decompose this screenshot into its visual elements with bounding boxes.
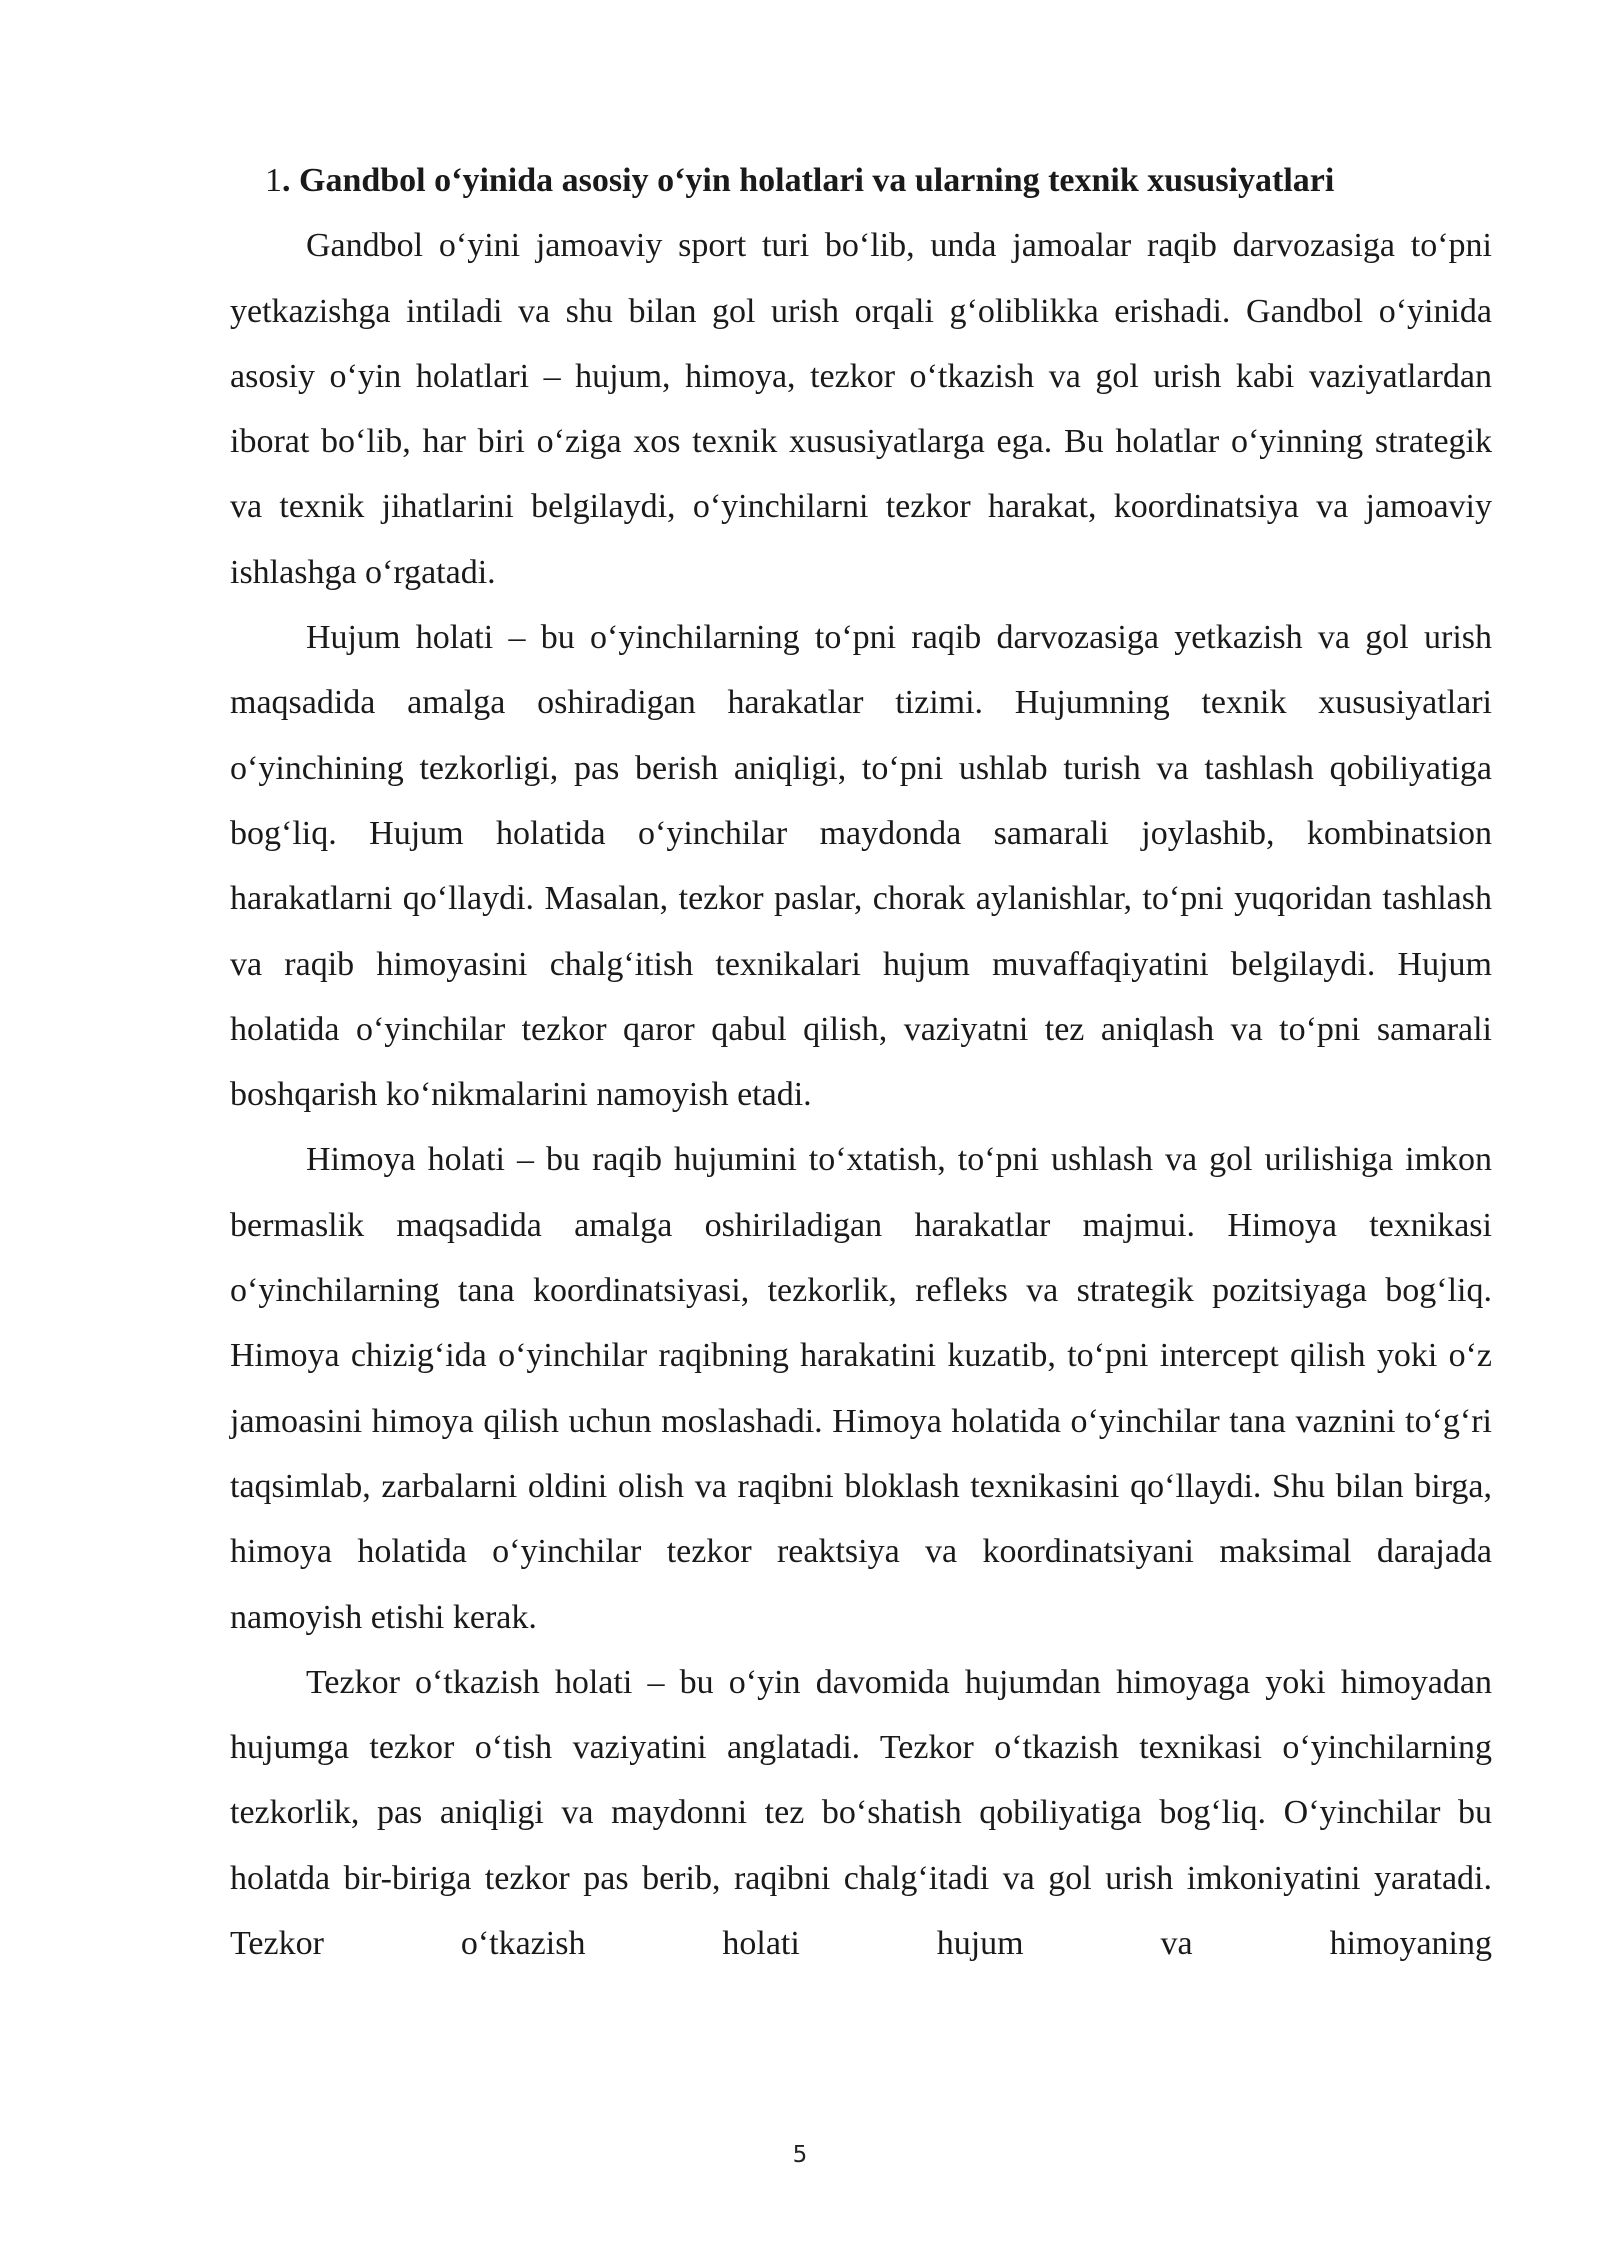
paragraph-transition: Tezkor oʻtkazish holati – bu oʻyin davomida hujumdan himoyaga yoki himoyadan hujumga tezkor oʻtish vaziyatini anglatadi. Tezkor oʻtkazish texnikasi oʻyinchilarning tezkorlik, pas aniqligi va maydonni tez boʻshatish qobiliyatiga bogʻliq. Oʻyinchilar bu holatda bir-biriga tezkor pas berib, raqibni chalgʻitadi va gol urish imkoniyatini yaratadi. Tezkor oʻtkazish holati hujum va himoyaning xyxy=(230,1663,1492,1963)
paragraph-intro: Gandbol oʻyini jamoaviy sport turi boʻlib, unda jamoalar raqib darvozasiga toʻpni yetkazishga intiladi va shu bilan gol urish orqali gʻoliblikka erishadi. Gandbol oʻyinida asosiy oʻyin holatlari – hujum, himoya, tezkor oʻtkazish va gol urish kabi vaziyatlardan iborat boʻlib, har biri oʻziga xos texnik xususiyatlarga ega. Bu holatlar oʻyinning strategik va texnik jihatlarini belgilaydi, oʻyinchilarni tezkor harakat, koordinatsiya va jamoaviy ishlashga oʻrgatadi. xyxy=(230,227,1492,591)
document-body xyxy=(230,148,1492,1976)
section-number: 1 xyxy=(265,162,282,199)
section-title: . Gandbol oʻyinida asosiy oʻyin holatlari va ularning texnik xususiyatlari xyxy=(282,162,1335,199)
paragraph-attack: Hujum holati – bu oʻyinchilarning toʻpni raqib darvozasiga yetkazish va gol urish maqsadida amalga oshiradigan harakatlar tizimi. Hujumning texnik xususiyatlari oʻyinchining tezkorligi, pas berish aniqligi, toʻpni ushlab turish va tashlash qobiliyatiga bogʻliq. Hujum holatida oʻyinchilar maydonda samarali joylashib, kombinatsion harakatlarni qoʻllaydi. Masalan, tezkor paslar, chorak aylanishlar, toʻpni yuqoridan tashlash va raqib himoyasini chalgʻitish texnikalari hujum muvaffaqiyatini belgilaydi. Hujum holatida oʻyinchilar tezkor qaror qabul qilish, vaziyatni tez aniqlash va toʻpni samarali boshqarish koʻnikmalarini namoyish etadi. xyxy=(230,619,1492,1114)
section-heading xyxy=(230,148,1492,213)
page-number: 5 xyxy=(792,2142,808,2168)
paragraph-defense: Himoya holati – bu raqib hujumini toʻxtatish, toʻpni ushlash va gol urilishiga imkon bermaslik maqsadida amalga oshiriladigan harakatlar majmui. Himoya texnikasi oʻyinchilarning tana koordinatsiyasi, tezkorlik, refleks va strategik pozitsiyaga bogʻliq. Himoya chizigʻida oʻyinchilar raqibning harakatini kuzatib, toʻpni intercept qilish yoki oʻz jamoasini himoya qilish uchun moslashadi. Himoya holatida oʻyinchilar tana vaznini toʻgʻri taqsimlab, zarbalarni oldini olish va raqibni bloklash texnikasini qoʻllaydi. Shu bilan birga, himoya holatida oʻyinchilar tezkor reaktsiya va koordinatsiyani maksimal darajada namoyish etishi kerak. xyxy=(230,1141,1492,1636)
